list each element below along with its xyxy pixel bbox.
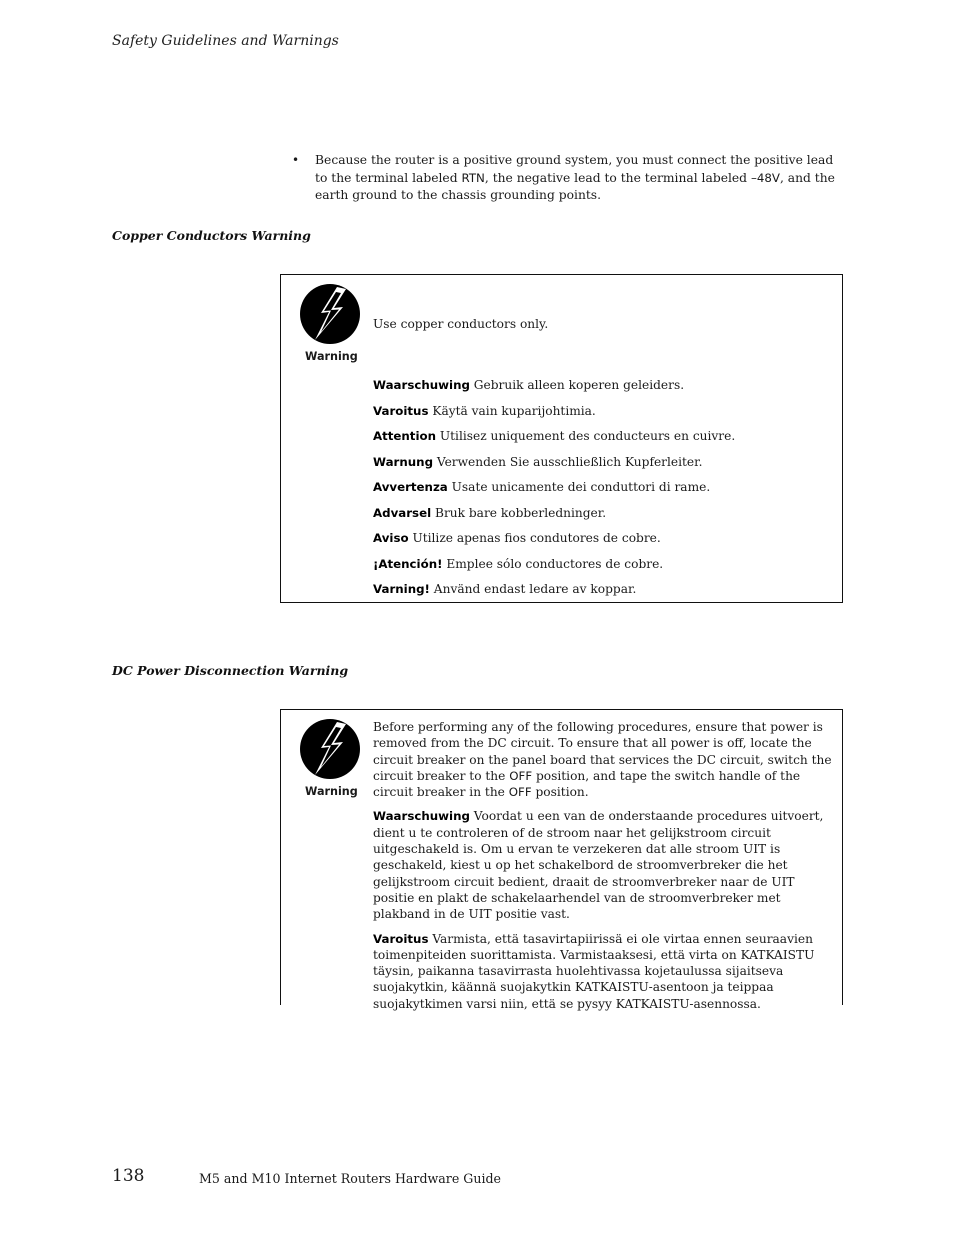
bullet-dot: • <box>292 153 300 167</box>
bullet-item <box>292 152 844 205</box>
running-head: Safety Guidelines and Warnings <box>112 33 339 49</box>
dc-warning-box <box>280 709 843 1011</box>
translation-sv: Varning! Använd endast ledare av koppar. <box>373 582 637 596</box>
copper-warning-heading: Copper Conductors Warning <box>112 228 311 243</box>
copper-warning-box <box>280 274 843 603</box>
translation-nl: Waarschuwing Voordat u een van de onderstaande procedures uitvoert, dient u te controleren of de stroom naar het gelijkstroom circuit uitgeschakeld is. Om u ervan te verzekeren dat alle stroom UIT is geschakeld, kiest u op het schakelbord de stroomverbreker die het gelijkstroom circuit bedient, draait de stroomverbreker naar de UIT positie en plakt de schakelaarhendel van de stroomverbreker met plakband in de UIT positie vast. <box>373 809 824 922</box>
translation-no: Advarsel Bruk bare kobberledninger. <box>373 505 607 520</box>
translation-fi: Varoitus Varmista, että tasavirtapiirissä ei ole virtaa ennen seuraavien toimenpiteiden suorittamista. Varmistaaksesi, että virta on KATKAISTU täysin, paikanna tasavirrasta huolehtivassa kojetaulussa sijaitseva suojakytkin, käännä suojakytkin KATKAISTU-asentoon ja teippaa suojakytkimen varsi niin, että se pysyy KATKAISTU-asennossa. <box>373 931 815 1011</box>
terminal-rtn: RTN <box>461 170 485 185</box>
copper-translations <box>373 377 836 598</box>
terminal-neg48v: –48V <box>750 170 780 185</box>
off-label: OFF <box>509 768 533 783</box>
lightning-bolt-icon <box>299 718 361 780</box>
dc-warning-heading: DC Power Disconnection Warning <box>112 663 349 678</box>
lightning-bolt-icon <box>299 283 361 345</box>
bullet-text: Because the router is a positive ground system, you must connect the positive lead to the terminal labeled RTN, the negative lead to the terminal labeled –48V, and the earth ground to the chassis grounding points. <box>315 153 835 202</box>
copper-warning-intro: Use copper conductors only. <box>373 317 549 331</box>
translation-nl: Waarschuwing Gebruik alleen koperen geleiders. <box>373 378 685 392</box>
page-number: 138 <box>112 1166 145 1186</box>
translation-de: Warnung Verwenden Sie ausschließlich Kupferleiter. <box>373 454 703 469</box>
translation-fr: Attention Utilisez uniquement des conducteurs en cuivre. <box>373 429 736 443</box>
translation-it: Avvertenza Usate unicamente dei conduttori di rame. <box>373 480 711 494</box>
translation-pt: Aviso Utilize apenas fios condutores de cobre. <box>373 531 661 545</box>
translation-fi: Varoitus Käytä vain kuparijohtimia. <box>373 403 596 418</box>
warning-label: Warning <box>305 785 358 798</box>
dc-warning-intro: Before performing any of the following procedures, ensure that power is removed from the DC circuit. To ensure that all power is off, locate the circuit breaker on the panel board that services the DC circuit, switch the circuit breaker to the OFF position, and tape the switch handle of the circuit breaker in the OFF position. <box>373 720 832 800</box>
dc-warning-text <box>373 719 836 1012</box>
translation-es: ¡Atención! Emplee sólo conductores de cobre. <box>373 556 664 571</box>
footer-title: M5 and M10 Internet Routers Hardware Guide <box>199 1171 501 1186</box>
warning-label: Warning <box>305 350 358 363</box>
off-label: OFF <box>508 785 532 800</box>
